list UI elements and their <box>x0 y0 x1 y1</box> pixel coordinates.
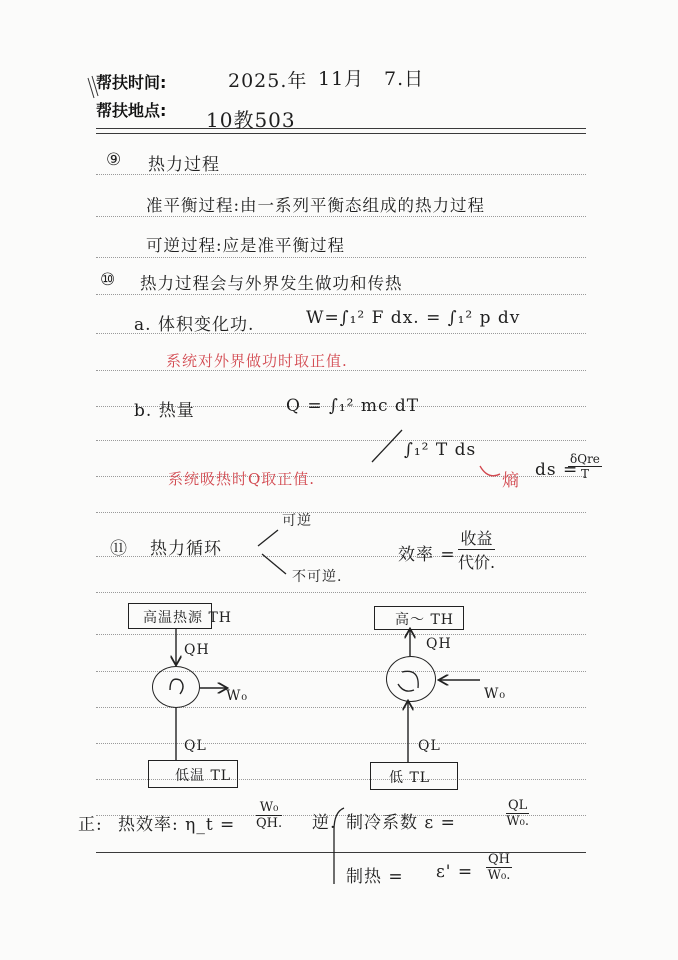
work-sign-note: 系统对外界做功时取正值. <box>166 352 348 370</box>
efficiency-denominator: 代价. <box>458 553 496 572</box>
efficiency-numerator: 收益 <box>458 526 495 550</box>
help-time-label: 帮扶时间: <box>96 73 167 92</box>
section-9-line-2: 可逆过程:应是准平衡过程 <box>146 236 346 255</box>
section-9-line-1: 准平衡过程:由一系列平衡态组成的热力过程 <box>146 196 486 215</box>
fridge-hot-reservoir-label: 高～ TH <box>395 612 454 628</box>
cop-numerator: QL <box>508 798 528 813</box>
ruled-line <box>96 216 586 217</box>
cycle-branch-upper <box>258 530 278 546</box>
help-time-day: 7.日 <box>384 68 425 90</box>
help-time-month: 11月 <box>318 68 365 90</box>
irreversible-label: 不可逆. <box>292 569 343 585</box>
heat-branch-line <box>372 430 402 462</box>
engine-qh-label: QH <box>184 642 210 658</box>
thermal-efficiency-fraction <box>256 800 282 831</box>
ruled-line <box>96 634 586 635</box>
entropy-numerator: δQre <box>570 452 600 466</box>
section-9-title: 热力过程 <box>148 155 220 175</box>
ruled-line <box>96 294 586 295</box>
engine-cold-reservoir-label: 低温 TL <box>175 768 232 784</box>
section-11-number: ⑪ <box>110 539 128 559</box>
fridge-cold-reservoir <box>370 762 458 790</box>
entropy-label: 熵 <box>502 471 520 491</box>
heat-entropy-formula: ∫₁² T ds <box>404 440 477 460</box>
efficiency-fraction <box>458 526 495 573</box>
thermal-efficiency-numerator: W₀ <box>256 800 282 816</box>
forward-cycle-label: 正: <box>78 815 103 835</box>
section-11-title: 热力循环 <box>150 539 222 559</box>
fridge-work-label: W₀ <box>484 686 507 702</box>
volume-work-label: a. 体积变化功. <box>134 315 255 335</box>
fridge-hot-reservoir <box>374 606 464 630</box>
engine-work-label: W₀ <box>226 688 249 704</box>
engine-cycle-circle <box>152 666 200 708</box>
thermal-efficiency-denominator: QH. <box>256 816 283 831</box>
efficiency-label: 效率 = <box>398 545 456 565</box>
bottom-rule <box>96 852 586 853</box>
heating-coefficient-symbol: ε' = <box>436 862 474 882</box>
help-place-value: 10教503 <box>206 108 296 132</box>
engine-cold-reservoir <box>148 760 238 788</box>
volume-work-formula: W=∫₁² F dx. = ∫₁² p dv <box>306 308 521 328</box>
heating-denominator: W₀. <box>487 868 511 883</box>
help-place-label: 帮扶地点: <box>96 101 167 120</box>
help-time-year: 2025.年 <box>228 70 308 92</box>
fridge-qh-label: QH <box>426 636 452 652</box>
fridge-cold-reservoir-label: 低 TL <box>389 770 431 786</box>
entropy-definition-lhs: ds = <box>535 460 579 480</box>
header-divider-2 <box>96 133 586 134</box>
engine-ql-label: QL <box>184 738 207 754</box>
heat-sign-note: 系统吸热时Q取正值. <box>168 470 316 488</box>
engine-hot-reservoir <box>128 603 232 629</box>
reverse-cycle-label: 逆. <box>312 813 337 833</box>
fridge-ql-label: QL <box>418 738 441 754</box>
engine-hot-reservoir-label: 高温热源 TH <box>143 610 232 626</box>
section-9-number: ⑨ <box>106 150 123 170</box>
ruled-line <box>96 257 586 258</box>
section-10-title: 热力过程会与外界发生做功和传热 <box>140 274 403 293</box>
entropy-definition-fraction <box>568 452 602 481</box>
heat-label: b. 热量 <box>134 401 195 421</box>
heating-label: 制热 = <box>346 867 404 887</box>
heat-formula: Q = ∫₁² mc dT <box>286 396 420 416</box>
cop-denominator: W₀. <box>506 814 529 829</box>
cycle-branch-lower <box>262 554 286 574</box>
header-divider <box>96 128 586 129</box>
reversible-label: 可逆 <box>282 513 312 529</box>
cop-fraction <box>506 798 529 829</box>
ruled-line <box>96 512 586 513</box>
entropy-pointer-arrow <box>480 466 500 476</box>
section-10-number: ⑩ <box>100 270 117 290</box>
ruled-line <box>96 743 586 744</box>
ruled-line <box>96 592 586 593</box>
thermal-efficiency-label: 热效率: η_t = <box>118 815 236 835</box>
ruled-line <box>96 440 586 441</box>
heating-fraction <box>486 852 512 883</box>
heating-numerator: QH <box>488 852 510 867</box>
fridge-cycle-circle <box>386 656 436 702</box>
cop-label: 制冷系数 ε = <box>346 813 456 833</box>
entropy-denominator: T <box>580 467 589 481</box>
